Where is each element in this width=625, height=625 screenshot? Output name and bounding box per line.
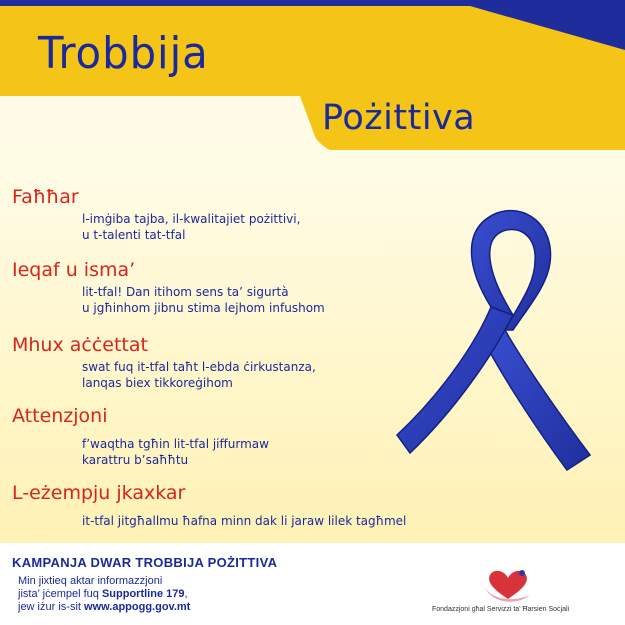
info-text: jista’ jċempel fuq — [18, 588, 102, 600]
header-banner — [0, 0, 625, 170]
section-heading: Attenzjoni — [12, 405, 108, 427]
section-line: f’waqtha tgħin lit-tfal jiffurmaw — [82, 437, 269, 451]
section-line: u jgħinhom jibnu stima lejhom infushom — [82, 301, 325, 315]
supportline-number: Supportline 179 — [101, 588, 185, 600]
info-text: , — [184, 588, 188, 600]
section-text — [82, 436, 269, 468]
website-link[interactable]: www.appogg.gov.mt — [84, 601, 191, 613]
section-text — [82, 513, 406, 529]
section-text — [82, 359, 316, 391]
section-mhux — [12, 334, 316, 391]
section-line: swat fuq it-tfal taħt l-ebda ċirkustanza, — [82, 360, 316, 374]
section-heading: L-eżempju jkaxkar — [12, 482, 186, 504]
section-heading: Mhux aċċettat — [12, 334, 148, 356]
section-line: u t-talenti tat-tfal — [82, 228, 186, 242]
section-ezempju — [12, 482, 406, 529]
section-text — [82, 284, 325, 316]
info-line — [18, 588, 190, 601]
foundation-name: Fondazzjoni għal Servizzi ta’ Ħarsien Soċjali — [432, 606, 570, 613]
yellow-swoosh — [0, 96, 330, 150]
contact-info — [18, 575, 190, 614]
section-line: lit-tfal! Dan itihom sens ta’ sigurtà — [82, 285, 289, 299]
footer — [0, 543, 625, 625]
foundation-logo-icon — [478, 565, 538, 605]
section-ieqaf — [12, 259, 325, 316]
section-line: karattru b’saħħtu — [82, 453, 189, 467]
section-attenzjoni — [12, 405, 269, 468]
section-text — [82, 211, 300, 243]
section-heading: Faħħar — [12, 186, 79, 208]
section-fahhar — [12, 186, 300, 243]
section-line: it-tfal jitgħallmu ħafna minn dak li jaraw lilek tagħmel — [82, 514, 407, 528]
section-heading: Ieqaf u isma’ — [12, 259, 136, 281]
title-line-1: Trobbija — [38, 28, 209, 79]
info-line: Min jixtieq aktar informazzjoni — [18, 575, 163, 587]
section-line: lanqas biex tikkoreġihom — [82, 376, 233, 390]
info-text: jew iżur is-sit — [18, 601, 85, 613]
section-line: l-imġiba tajba, il-kwalitajiet pożittivi, — [82, 212, 301, 226]
awareness-ribbon-icon — [385, 205, 625, 475]
title-line-2: Pożittiva — [322, 98, 476, 138]
campaign-title: KAMPANJA DWAR TROBBIJA POŻITTIVA — [12, 555, 278, 570]
info-line — [18, 601, 190, 614]
